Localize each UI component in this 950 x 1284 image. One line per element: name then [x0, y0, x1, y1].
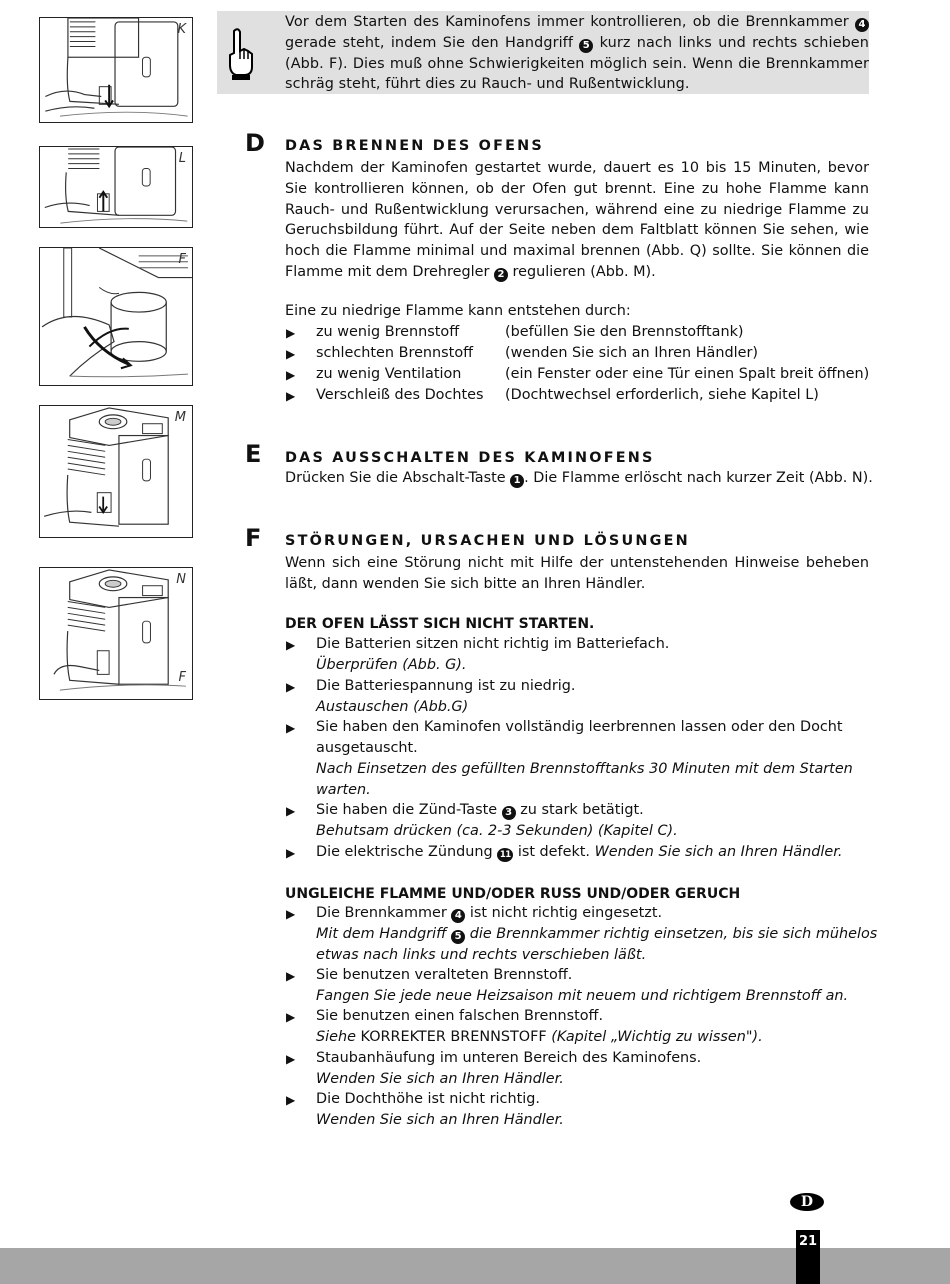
solution-text: Überprüfen (Abb. G).	[316, 657, 467, 673]
number-badge: 3	[502, 806, 516, 820]
language-badge: D	[790, 1193, 824, 1211]
section-f-intro: Wenn sich eine Störung nicht mit Hilfe der untenstehenden Hinweise beheben läßt, dann wenden Sie sich bitte an Ihren Händler.	[285, 555, 869, 592]
problem-text: Sie benutzen einen falschen Brennstoff.	[316, 1008, 604, 1024]
bullet-arrow-icon: ▶	[286, 804, 296, 818]
solution-text	[316, 926, 877, 944]
bullet-arrow-icon: ▶	[286, 326, 296, 340]
solution-text-b: die Brennkammer richtig einsetzen, bis sie sich mühelos	[465, 926, 878, 942]
paragraph-text: Drücken Sie die Abschalt-Taste	[285, 470, 511, 486]
number-badge: 5	[579, 39, 593, 53]
bullet-arrow-icon: ▶	[286, 1010, 296, 1024]
figure-label: N	[176, 572, 186, 587]
list-item-cause: zu wenig Brennstoff	[316, 324, 460, 340]
subheading-uneven-flame: UNGLEICHE FLAMME UND/ODER RUSS UND/ODER GERUCH	[285, 886, 741, 902]
list-item-cause: Verschleiß des Dochtes	[316, 387, 484, 403]
section-e-paragraph	[285, 470, 873, 488]
problem-text-b: ist defekt.	[513, 844, 595, 860]
solution-text-cont: warten.	[316, 782, 371, 798]
section-letter-d: D	[245, 129, 265, 157]
figure-label: F	[178, 252, 186, 267]
problem-text	[316, 844, 842, 862]
note-text	[285, 12, 869, 95]
figure-f	[39, 247, 193, 386]
number-badge: 1	[510, 474, 524, 488]
figure-label-secondary: F	[178, 670, 186, 685]
bullet-arrow-icon: ▶	[286, 1093, 296, 1107]
solution-text: Fangen Sie jede neue Heizsaison mit neuem und richtigem Brennstoff an.	[316, 988, 849, 1004]
problem-text: Staubanhäufung im unteren Bereich des Kaminofens.	[316, 1050, 702, 1066]
figure-label: K	[177, 22, 186, 37]
section-heading-e: DAS AUSSCHALTEN DES KAMINOFENS	[285, 450, 655, 466]
bullet-arrow-icon: ▶	[286, 368, 296, 382]
heater-illustration	[40, 406, 192, 537]
solution-text: Wenden Sie sich an Ihren Händler.	[316, 1112, 564, 1128]
section-heading-f: STÖRUNGEN, URSACHEN UND LÖSUNGEN	[285, 533, 690, 549]
number-badge: 11	[497, 848, 513, 862]
problem-text-cont: ausgetauscht.	[316, 740, 418, 756]
problem-text: Sie benutzen veralteten Brennstoff.	[316, 967, 573, 983]
pointing-hand-icon	[226, 27, 256, 81]
solution-text-b: KORREKTER BRENNSTOFF	[360, 1029, 547, 1045]
paragraph-text-end: . Die Flamme erlöscht nach kurzer Zeit (Abb. N).	[524, 470, 873, 486]
problem-text-a: Die elektrische Zündung	[316, 844, 498, 860]
number-badge: 2	[494, 268, 508, 282]
note-text-1: Vor dem Starten des Kaminofens immer kontrollieren, ob die Brennkammer	[285, 14, 849, 30]
figure-m	[39, 405, 193, 538]
bullet-arrow-icon: ▶	[286, 907, 296, 921]
list-item-fix: (ein Fenster oder eine Tür einen Spalt breit öffnen)	[505, 366, 870, 382]
bullet-arrow-icon: ▶	[286, 680, 296, 694]
heater-illustration	[40, 147, 192, 227]
list-item-cause: zu wenig Ventilation	[316, 366, 462, 382]
number-badge: 4	[855, 18, 869, 32]
figure-label: M	[174, 410, 186, 425]
problem-text: Die Batteriespannung ist zu niedrig.	[316, 678, 576, 694]
section-letter-f: F	[245, 524, 262, 552]
heater-illustration	[40, 18, 192, 122]
solution-text-a: Mit dem Handgriff	[316, 926, 452, 942]
bullet-arrow-icon: ▶	[286, 389, 296, 403]
problem-text: Die Batterien sitzen nicht richtig im Batteriefach.	[316, 636, 670, 652]
note-text-2: gerade steht, indem Sie den Handgriff	[285, 34, 580, 51]
solution-text-a: Siehe	[316, 1029, 361, 1045]
list-item-fix: (Dochtwechsel erforderlich, siehe Kapitel L)	[505, 387, 819, 403]
heater-illustration	[40, 568, 192, 699]
problem-text: Die Dochthöhe ist nicht richtig.	[316, 1091, 540, 1107]
bullet-arrow-icon: ▶	[286, 1052, 296, 1066]
bullet-arrow-icon: ▶	[286, 969, 296, 983]
figure-label: L	[178, 151, 186, 166]
problem-text: Sie haben den Kaminofen vollständig leerbrennen lassen oder den Docht	[316, 719, 843, 735]
figure-k	[39, 17, 193, 123]
bullet-arrow-icon: ▶	[286, 347, 296, 361]
solution-text: Nach Einsetzen des gefüllten Brennstofftanks 30 Minuten mit dem Starten	[316, 761, 853, 777]
bullet-arrow-icon: ▶	[286, 721, 296, 735]
solution-text-c: (Kapitel „Wichtig zu wissen").	[546, 1029, 763, 1045]
problem-text-a: Die Brennkammer	[316, 905, 452, 921]
number-badge: 5	[451, 930, 465, 944]
problem-text-a: Sie haben die Zünd-Taste	[316, 802, 502, 818]
problem-text-b: ist nicht richtig eingesetzt.	[465, 905, 663, 921]
solution-text: Wenden Sie sich an Ihren Händler.	[594, 844, 843, 860]
heater-illustration	[40, 248, 192, 385]
solution-text	[316, 1029, 763, 1045]
list-item-fix: (wenden Sie sich an Ihren Händler)	[505, 345, 759, 361]
solution-text: Austauschen (Abb.G)	[316, 699, 469, 715]
section-d-paragraph	[285, 158, 869, 283]
solution-text: Behutsam drücken (ca. 2-3 Sekunden) (Kapitel C).	[316, 823, 678, 839]
list-item-fix: (befüllen Sie den Brennstofftank)	[505, 324, 744, 340]
paragraph-text: Nachdem der Kaminofen gestartet wurde, dauert es 10 bis 15 Minuten, bevor Sie kontrollieren können, ob der Ofen gut brennt. Eine zu hohe Flamme kann Rauch- und Rußentwicklung verursachen, während eine zu niedrige Flamme zu Geruchsbildung führt. Auf der Seite neben dem Faltblatt können Sie sehen, wie hoch die Flamme minimal und maximal brennen (Abb. Q) sollte. Sie können die Flamme mit dem Drehregler	[285, 160, 869, 280]
solution-text-cont: etwas nach links und rechts verschieben läßt.	[316, 947, 647, 963]
problem-text	[316, 905, 662, 923]
section-letter-e: E	[245, 440, 262, 468]
page-number: 21	[796, 1230, 820, 1284]
bullet-arrow-icon: ▶	[286, 638, 296, 652]
problem-text	[316, 802, 644, 820]
section-heading-d: DAS BRENNEN DES OFENS	[285, 138, 544, 154]
problem-text-b: zu stark betätigt.	[515, 802, 644, 818]
note-text-3: kurz nach links und rechts schieben (Abb. F). Dies muß ohne Schwierigkeiten möglich sein. Wenn die Brennkammer schräg steht, führt dies zu Rauch- und Rußentwicklung.	[285, 34, 869, 93]
list-item-cause: schlechten Brennstoff	[316, 345, 474, 361]
bullet-arrow-icon: ▶	[286, 846, 296, 860]
figure-l	[39, 146, 193, 228]
solution-text: Wenden Sie sich an Ihren Händler.	[316, 1071, 564, 1087]
paragraph-text-end: regulieren (Abb. M).	[507, 263, 656, 280]
number-badge: 4	[451, 909, 465, 923]
subheading-no-start: DER OFEN LÄSST SICH NICHT STARTEN.	[285, 616, 595, 632]
figure-n	[39, 567, 193, 700]
list-intro: Eine zu niedrige Flamme kann entstehen durch:	[285, 303, 631, 319]
